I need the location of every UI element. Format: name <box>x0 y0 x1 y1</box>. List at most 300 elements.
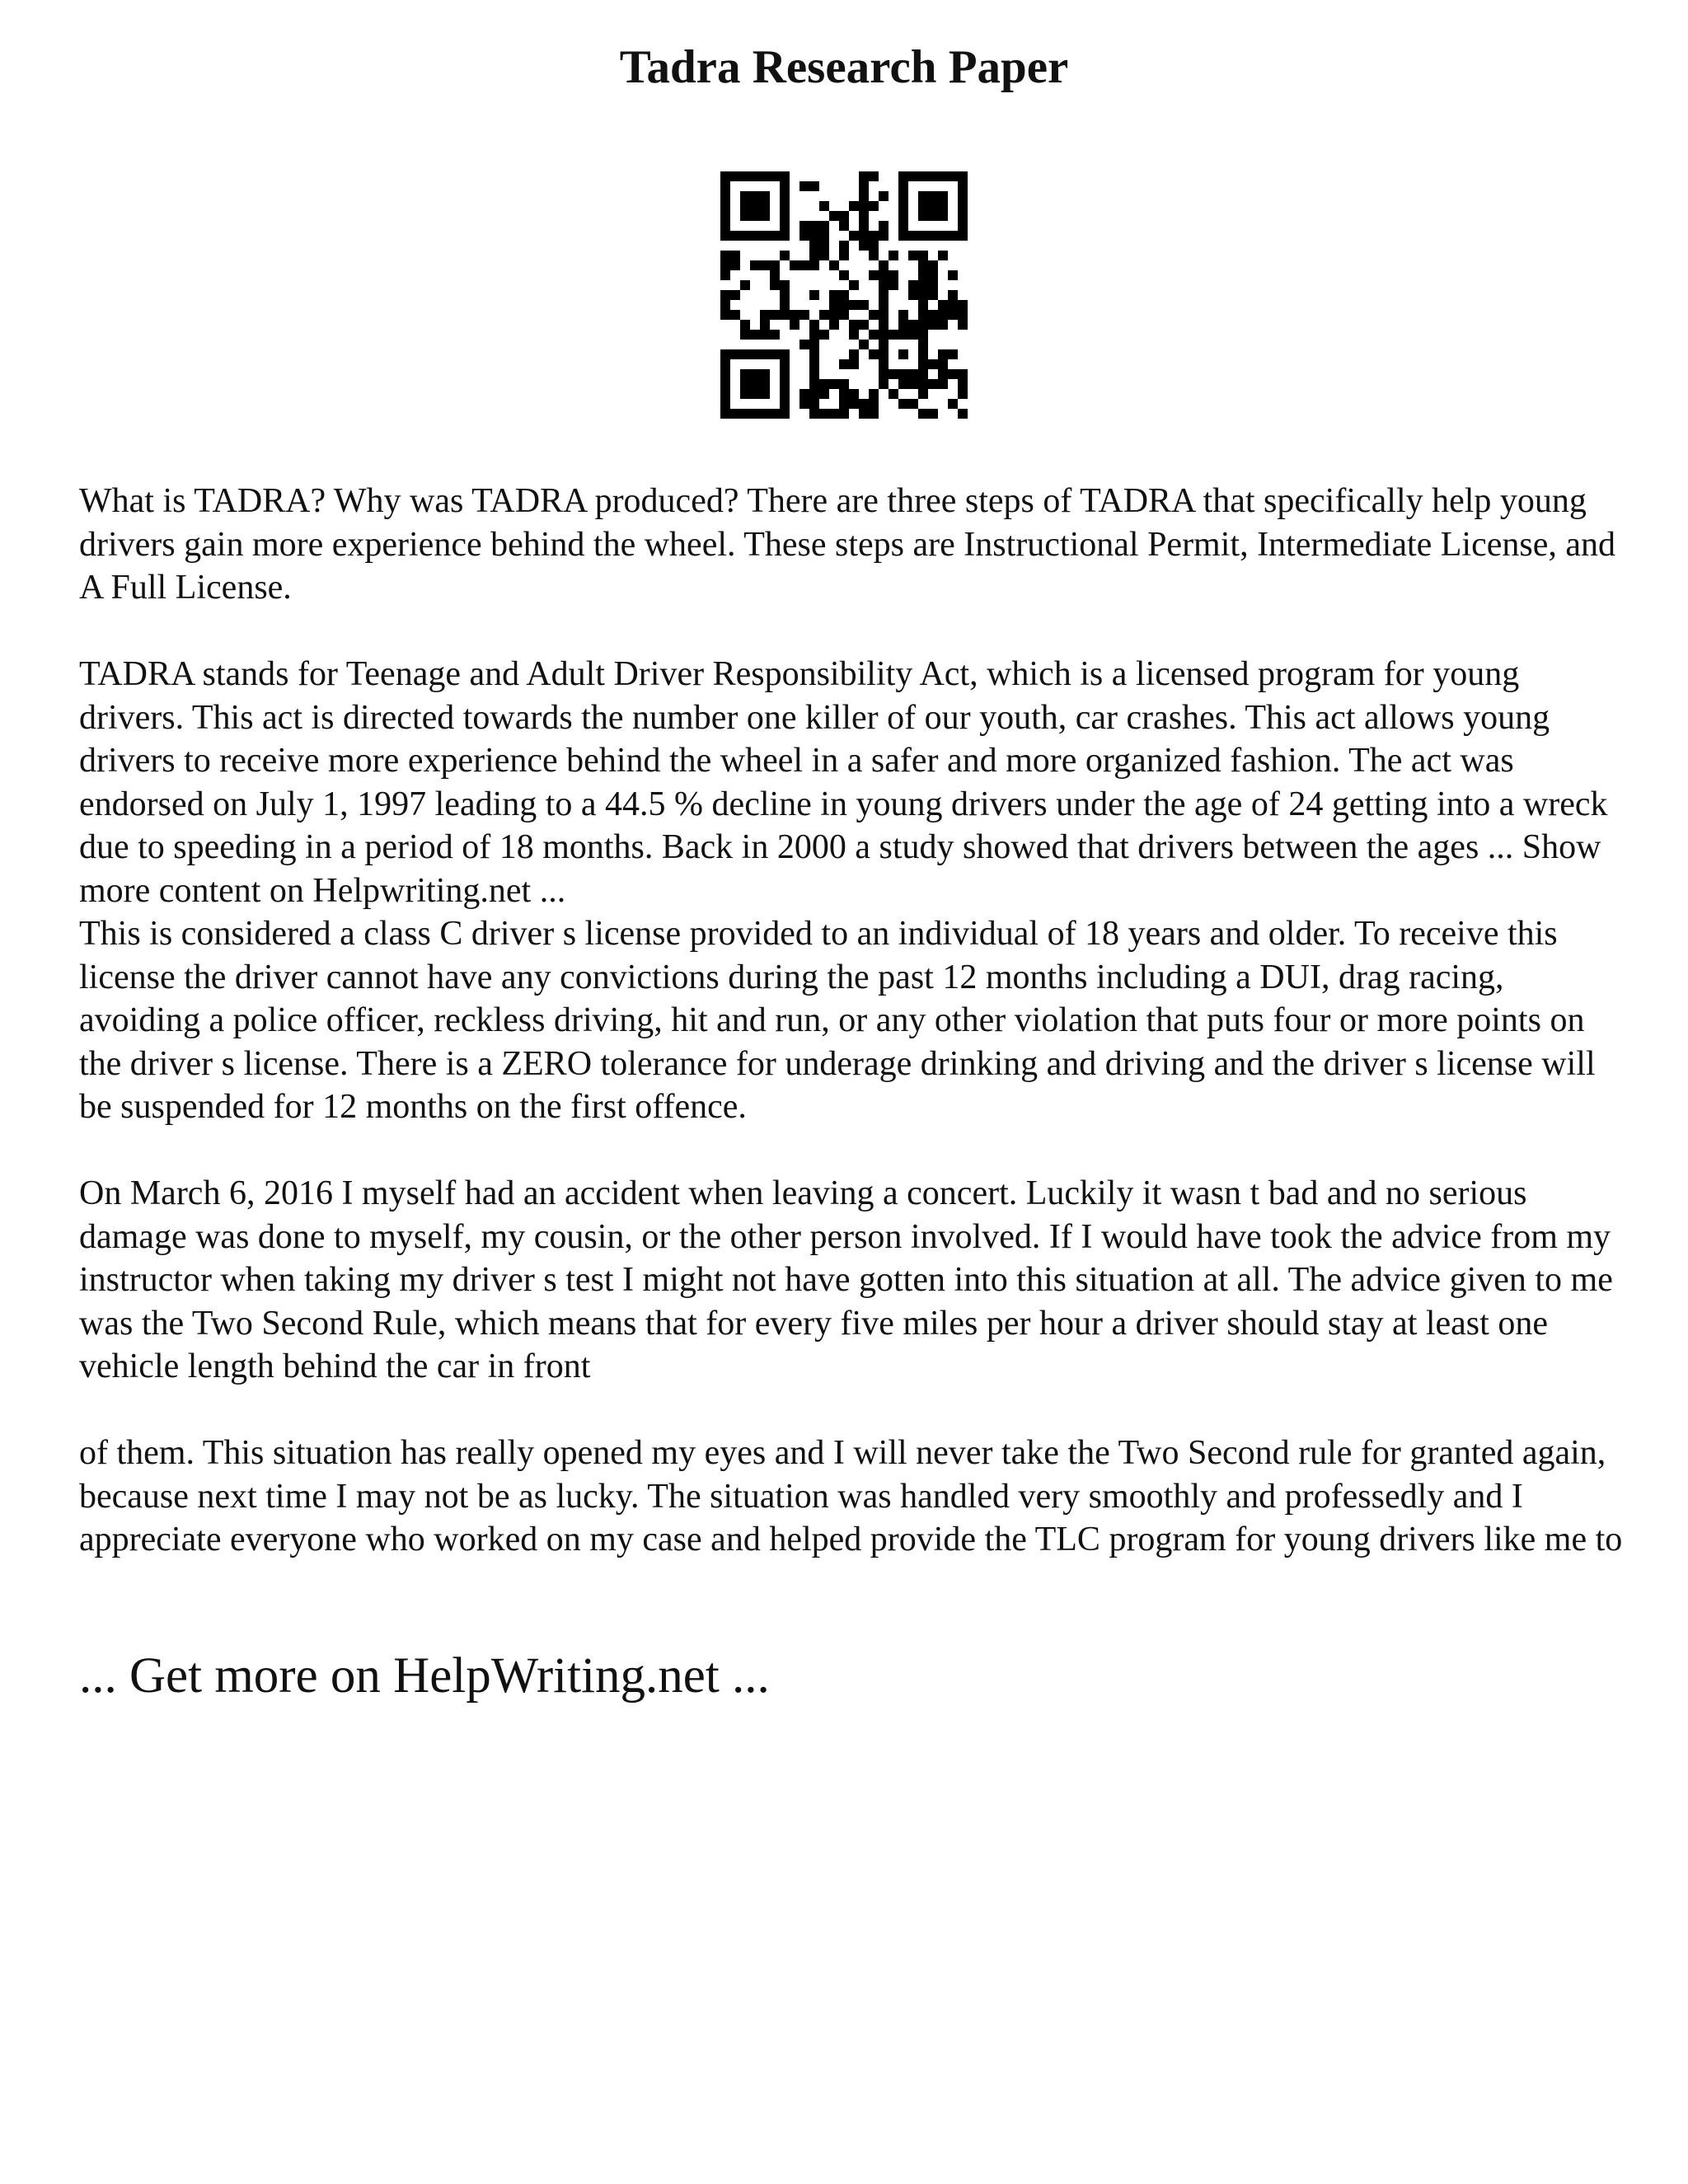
qr-module <box>859 340 869 349</box>
qr-module <box>928 290 938 300</box>
qr-module <box>760 369 770 379</box>
qr-module <box>720 191 730 201</box>
qr-module <box>918 300 928 310</box>
qr-module <box>928 260 938 270</box>
qr-module <box>869 310 879 320</box>
qr-module <box>720 211 730 221</box>
qr-module <box>938 379 948 389</box>
qr-module <box>948 399 958 409</box>
qr-module <box>740 280 750 290</box>
qr-module <box>760 409 770 419</box>
qr-module <box>829 320 839 330</box>
qr-module <box>908 290 918 300</box>
qr-module <box>859 300 869 310</box>
qr-module <box>938 251 948 260</box>
qr-module <box>928 359 938 369</box>
qr-module <box>829 260 839 270</box>
qr-module <box>799 231 809 241</box>
qr-module <box>809 290 819 300</box>
qr-module <box>958 181 968 191</box>
qr-module <box>839 359 849 369</box>
qr-module <box>849 231 859 241</box>
qr-module <box>720 300 730 310</box>
qr-module <box>938 300 948 310</box>
qr-module <box>809 389 819 399</box>
qr-module <box>750 260 760 270</box>
qr-module <box>780 359 790 369</box>
qr-module <box>938 320 948 330</box>
qr-module <box>879 330 889 340</box>
qr-module <box>879 369 889 379</box>
qr-module <box>799 399 809 409</box>
qr-module <box>780 399 790 409</box>
qr-module <box>780 280 790 290</box>
qr-module <box>829 379 839 389</box>
qr-module <box>938 310 948 320</box>
qr-module <box>918 280 928 290</box>
qr-module <box>948 171 958 181</box>
qr-module <box>869 330 879 340</box>
qr-module <box>918 349 928 359</box>
qr-module <box>928 231 938 241</box>
qr-module <box>879 379 889 389</box>
qr-module <box>869 251 879 260</box>
qr-module <box>958 201 968 211</box>
qr-module <box>869 399 879 409</box>
qr-module <box>928 320 938 330</box>
qr-module <box>958 221 968 231</box>
qr-module <box>889 251 898 260</box>
qr-module <box>918 320 928 330</box>
qr-module <box>819 330 829 340</box>
qr-code-graphic <box>720 171 968 419</box>
qr-module <box>849 349 859 359</box>
qr-module <box>790 310 799 320</box>
qr-module <box>918 409 928 419</box>
qr-module <box>839 389 849 399</box>
qr-module <box>799 389 809 399</box>
qr-module <box>898 330 908 340</box>
qr-module <box>819 201 829 211</box>
qr-module <box>879 359 889 369</box>
qr-module <box>869 201 879 211</box>
qr-module <box>879 231 889 241</box>
qr-module <box>720 359 730 369</box>
qr-module <box>809 409 819 419</box>
qr-module <box>898 211 908 221</box>
paragraph-accident: On March 6, 2016 I myself had an accident when leaving a concert. Luckily it wasn t bad and no serious damage was done to myself, my cousin, or the other person involved. If I would have took the advice from my instructor when taking my driver s test I might not have gotten into this situation at all. The advice given to me was the Two Second Rule, which means that for every five miles per hour a driver should stay at least one vehicle length behind the car in front <box>79 1174 1613 1385</box>
qr-module <box>720 221 730 231</box>
qr-module <box>908 330 918 340</box>
qr-module <box>770 260 780 270</box>
qr-module <box>750 231 760 241</box>
qr-module <box>809 221 819 231</box>
qr-module <box>720 409 730 419</box>
qr-module <box>908 171 918 181</box>
qr-module <box>750 389 760 399</box>
qr-module <box>760 379 770 389</box>
qr-module <box>839 310 849 320</box>
qr-module <box>780 310 790 320</box>
qr-module <box>740 171 750 181</box>
qr-module <box>839 211 849 221</box>
qr-module <box>740 349 750 359</box>
qr-module <box>918 201 928 211</box>
qr-module <box>918 340 928 349</box>
qr-module <box>938 359 948 369</box>
qr-module <box>889 389 898 399</box>
qr-module <box>760 330 770 340</box>
qr-module <box>750 171 760 181</box>
qr-module <box>879 310 889 320</box>
qr-module <box>780 231 790 241</box>
qr-module <box>730 231 740 241</box>
qr-module <box>829 290 839 300</box>
qr-module <box>720 379 730 389</box>
qr-module <box>720 389 730 399</box>
qr-module <box>799 221 809 231</box>
qr-module <box>849 359 859 369</box>
qr-module <box>918 231 928 241</box>
qr-module <box>918 359 928 369</box>
qr-module <box>770 409 780 419</box>
qr-module <box>859 399 869 409</box>
qr-module <box>889 270 898 280</box>
qr-module <box>799 340 809 349</box>
qr-module <box>869 231 879 241</box>
qr-module <box>839 399 849 409</box>
paragraph-class-c-license: This is considered a class C driver s license provided to an individual of 18 years and older. To receive this license the driver cannot have any convictions during the past 12 months including a DUI, drag racing, avoiding a police officer, reckless driving, hit and run, or any other violation that puts four or more points on the driver s license. There is a ZERO tolerance for underage drinking and driving and the driver s license will be suspended for 12 months on the first offence. <box>79 915 1596 1126</box>
qr-module <box>780 251 790 260</box>
qr-module <box>948 369 958 379</box>
qr-module <box>740 320 750 330</box>
qr-module <box>859 241 869 251</box>
qr-module <box>958 369 968 379</box>
qr-module <box>720 349 730 359</box>
qr-module <box>879 221 889 231</box>
qr-module <box>819 389 829 399</box>
qr-module <box>750 211 760 221</box>
qr-module <box>908 251 918 260</box>
qr-module <box>730 251 740 260</box>
qr-module <box>839 409 849 419</box>
qr-module <box>898 201 908 211</box>
qr-module <box>799 181 809 191</box>
qr-module <box>720 231 730 241</box>
qr-module <box>859 409 869 419</box>
qr-module <box>750 379 760 389</box>
qr-module <box>829 211 839 221</box>
qr-module <box>908 320 918 330</box>
qr-module <box>908 399 918 409</box>
qr-module <box>760 191 770 201</box>
qr-module <box>879 290 889 300</box>
qr-module <box>809 399 819 409</box>
qr-module <box>780 379 790 389</box>
qr-module <box>898 310 908 320</box>
qr-module <box>918 211 928 221</box>
qr-module <box>879 320 889 330</box>
qr-module <box>760 201 770 211</box>
qr-module <box>879 300 889 310</box>
qr-module <box>750 349 760 359</box>
qr-module <box>879 280 889 290</box>
qr-module <box>819 241 829 251</box>
qr-module <box>948 349 958 359</box>
qr-module <box>819 231 829 241</box>
qr-module <box>869 389 879 399</box>
qr-module <box>898 221 908 231</box>
qr-module <box>760 389 770 399</box>
qr-module <box>849 399 859 409</box>
qr-module <box>928 211 938 221</box>
qr-module <box>849 280 859 290</box>
qr-module <box>780 290 790 300</box>
qr-module <box>879 270 889 280</box>
qr-module <box>809 320 819 330</box>
qr-module <box>740 330 750 340</box>
qr-module <box>948 231 958 241</box>
get-more-link[interactable]: ... Get more on HelpWriting.net ... <box>79 1648 770 1704</box>
qr-module <box>760 231 770 241</box>
qr-module <box>730 349 740 359</box>
qr-module <box>780 201 790 211</box>
qr-module <box>790 260 799 270</box>
qr-code-icon <box>720 171 968 419</box>
qr-module <box>780 191 790 201</box>
qr-module <box>740 201 750 211</box>
qr-module <box>809 241 819 251</box>
qr-module <box>720 369 730 379</box>
qr-module <box>849 330 859 340</box>
qr-module <box>809 359 819 369</box>
qr-module <box>859 201 869 211</box>
qr-module <box>898 231 908 241</box>
qr-module <box>750 369 760 379</box>
qr-module <box>720 399 730 409</box>
qr-module <box>799 310 809 320</box>
qr-module <box>869 171 879 181</box>
qr-module <box>948 290 958 300</box>
qr-module <box>898 171 908 181</box>
qr-module <box>958 300 968 310</box>
qr-module <box>938 231 948 241</box>
qr-module <box>720 171 730 181</box>
qr-module <box>849 389 859 399</box>
qr-module <box>809 369 819 379</box>
qr-module <box>720 181 730 191</box>
qr-module <box>780 211 790 221</box>
qr-module <box>760 260 770 270</box>
qr-module <box>958 191 968 201</box>
qr-module <box>770 330 780 340</box>
qr-module <box>790 320 799 330</box>
qr-module <box>928 201 938 211</box>
qr-module <box>720 310 730 320</box>
qr-module <box>780 171 790 181</box>
qr-module <box>780 349 790 359</box>
qr-module <box>918 290 928 300</box>
qr-module <box>809 251 819 260</box>
qr-module <box>780 221 790 231</box>
qr-module <box>780 409 790 419</box>
qr-module <box>918 389 928 399</box>
qr-module <box>740 369 750 379</box>
qr-module <box>730 310 740 320</box>
qr-module <box>809 231 819 241</box>
qr-module <box>809 260 819 270</box>
qr-module <box>829 409 839 419</box>
qr-module <box>809 181 819 191</box>
qr-module <box>898 399 908 409</box>
qr-module <box>948 300 958 310</box>
qr-module <box>958 389 968 399</box>
qr-module <box>780 300 790 310</box>
qr-module <box>770 280 780 290</box>
qr-module <box>879 191 889 201</box>
qr-module <box>958 310 968 320</box>
qr-module <box>740 409 750 419</box>
qr-module <box>918 171 928 181</box>
qr-module <box>760 310 770 320</box>
qr-module <box>740 211 750 221</box>
qr-module <box>859 181 869 191</box>
qr-module <box>730 290 740 300</box>
qr-module <box>859 231 869 241</box>
qr-module <box>760 320 770 330</box>
qr-module <box>938 201 948 211</box>
qr-module <box>839 300 849 310</box>
qr-module <box>809 330 819 340</box>
qr-module <box>809 349 819 359</box>
qr-module <box>720 260 730 270</box>
qr-module <box>829 300 839 310</box>
qr-module <box>958 211 968 221</box>
qr-module <box>859 191 869 201</box>
qr-module <box>760 211 770 221</box>
qr-module <box>918 330 928 340</box>
qr-module <box>879 340 889 349</box>
qr-module <box>869 241 879 251</box>
qr-module <box>780 181 790 191</box>
qr-module <box>770 171 780 181</box>
qr-module <box>898 191 908 201</box>
qr-module <box>760 349 770 359</box>
qr-module <box>750 191 760 201</box>
qr-module <box>859 211 869 221</box>
qr-module <box>918 191 928 201</box>
qr-module <box>958 379 968 389</box>
qr-module <box>889 369 898 379</box>
qr-module <box>889 280 898 290</box>
qr-module <box>879 349 889 359</box>
qr-module <box>889 330 898 340</box>
qr-module <box>770 349 780 359</box>
qr-module <box>839 241 849 251</box>
qr-module <box>879 260 889 270</box>
qr-module <box>849 201 859 211</box>
qr-module <box>869 270 879 280</box>
qr-module <box>948 270 958 280</box>
qr-module <box>849 320 859 330</box>
qr-module <box>958 409 968 419</box>
qr-module <box>918 251 928 260</box>
qr-module <box>918 270 928 280</box>
qr-module <box>770 270 780 280</box>
qr-module <box>898 369 908 379</box>
qr-module <box>829 310 839 320</box>
qr-module <box>740 231 750 241</box>
qr-module <box>720 270 730 280</box>
qr-module <box>948 310 958 320</box>
qr-module <box>750 409 760 419</box>
qr-module <box>908 369 918 379</box>
qr-module <box>819 379 829 389</box>
qr-module <box>938 369 948 379</box>
qr-module <box>839 290 849 300</box>
qr-module <box>720 201 730 211</box>
qr-module <box>938 191 948 201</box>
qr-module <box>730 171 740 181</box>
qr-module <box>809 379 819 389</box>
qr-module <box>819 409 829 419</box>
paragraph-definition: TADRA stands for Teenage and Adult Driver Responsibility Act, which is a licensed program for young drivers. This act is directed towards the number one killer of our youth, car crashes. This act allows young drivers to receive more experience behind the wheel in a safer and more organized fashion. The act was endorsed on July 1, 1997 leading to a 44.5 % decline in young drivers under the age of 24 getting into a wreck due to speeding in a period of 18 months. Back in 2000 a study showed that drivers between the ages ... Show more content on Helpwriting.net ... <box>79 655 1608 910</box>
qr-module <box>819 251 829 260</box>
qr-module <box>928 280 938 290</box>
qr-module <box>859 320 869 330</box>
qr-module <box>928 409 938 419</box>
qr-module <box>938 171 948 181</box>
qr-module <box>750 201 760 211</box>
qr-module <box>730 260 740 270</box>
qr-module <box>859 171 869 181</box>
qr-module <box>928 191 938 201</box>
qr-module <box>869 409 879 419</box>
qr-module <box>928 379 938 389</box>
qr-module <box>898 320 908 330</box>
qr-module <box>760 171 770 181</box>
qr-module <box>740 191 750 201</box>
qr-module <box>780 369 790 379</box>
qr-module <box>958 320 968 330</box>
qr-module <box>819 310 829 320</box>
qr-module <box>908 280 918 290</box>
qr-module <box>720 251 730 260</box>
qr-module <box>720 290 730 300</box>
qr-module <box>819 221 829 231</box>
qr-module <box>839 379 849 389</box>
qr-module <box>958 231 968 241</box>
qr-module <box>928 270 938 280</box>
qr-module <box>839 270 849 280</box>
qr-module <box>869 349 879 359</box>
qr-module <box>770 231 780 241</box>
qr-module <box>918 379 928 389</box>
qr-module <box>928 310 938 320</box>
qr-module <box>898 181 908 191</box>
paragraph-conclusion: of them. This situation has really opened my eyes and I will never take the Two Second rule for granted again, because next time I may not be as lucky. The situation was handled very smoothly and professedly and I appreciate everyone who worked on my case and helped provide the TLC program for young drivers like me to <box>79 1434 1623 1558</box>
qr-module <box>859 221 869 231</box>
qr-module <box>730 409 740 419</box>
qr-module <box>908 379 918 389</box>
qr-module <box>750 330 760 340</box>
qr-module <box>958 171 968 181</box>
qr-module <box>740 379 750 389</box>
qr-module <box>809 340 819 349</box>
qr-module <box>799 260 809 270</box>
qr-module <box>918 369 928 379</box>
qr-module <box>918 310 928 320</box>
